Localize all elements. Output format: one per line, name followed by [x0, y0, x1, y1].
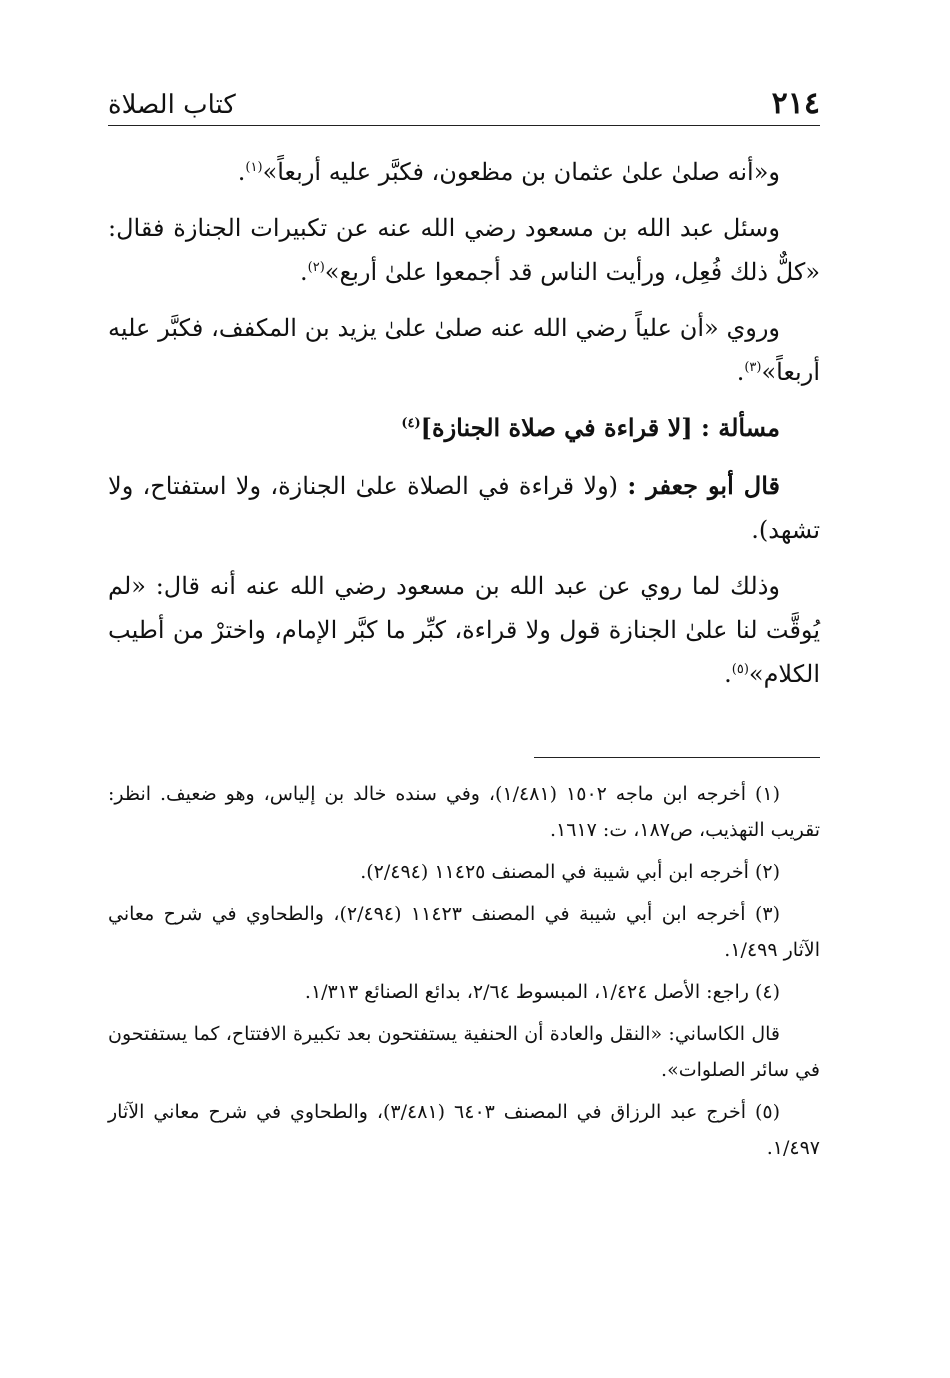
paragraph-5-end: .: [724, 660, 732, 688]
footnote-ref-3[interactable]: (٣): [744, 360, 762, 375]
main-text: [108, 150, 820, 708]
paragraph-2-end: .: [300, 258, 308, 286]
paragraph-5-text: وذلك لما روي عن عبد الله بن مسعود رضي الله عنه أنه قال: «لم يُوقَّت لنا علىٰ الجنازة قول ولا قراءة، كبِّر ما كبَّر الإمام، واخترْ من أطيب الكلام»: [108, 572, 820, 688]
paragraph-2: [108, 206, 820, 294]
footnote-2: (٢) أخرجه ابن أبي شيبة في المصنف ١١٤٢٥ (٢/٤٩٤).: [360, 861, 780, 883]
footnote-5: (٥) أخرج عبد الرزاق في المصنف ٦٤٠٣ (٣/٤٨١)، والطحاوي في شرح معاني الآثار ١/٤٩٧.: [108, 1101, 820, 1159]
paragraph-2-text: وسئل عبد الله بن مسعود رضي الله عنه عن تكبيرات الجنازة فقال: «كلٌّ ذلك فُعِل، ورأيت الناس قد أجمعوا علىٰ أربع»: [108, 214, 820, 286]
footnote-1: (١) أخرجه ابن ماجه ١٥٠٢ (١/٤٨١)، وفي سنده خالد بن إلياس، وهو ضعيف. انظر: تقريب التهذيب، ص١٨٧، ت: ١٦١٧.: [108, 783, 820, 841]
footnote-separator: [534, 757, 820, 758]
running-title: كتاب الصلاة: [108, 90, 236, 120]
paragraph-1-end: .: [237, 158, 246, 186]
footnote-ref-5[interactable]: (٥): [731, 662, 749, 677]
paragraph-5: [108, 564, 820, 696]
speaker-label: قال أبو جعفر :: [627, 471, 780, 500]
footnote-4-continued: قال الكاساني: «النقل والعادة أن الحنفية يستفتحون بعد تكبيرة الافتتاح، كما يستفتحون في سائر الصلوات».: [108, 1023, 820, 1081]
footnote-ref-1[interactable]: (١): [245, 160, 263, 175]
issue-label: مسألة :: [701, 413, 780, 442]
paragraph-3-text: وروي «أن علياً رضي الله عنه صلىٰ علىٰ يزيد بن المكفف، فكبَّر عليه أربعاً»: [108, 314, 820, 386]
book-page: [108, 0, 820, 1378]
footnote-4: (٤) راجع: الأصل ١/٤٢٤، المبسوط ٢/٦٤، بدائع الصنائع ١/٣١٣.: [304, 981, 780, 1003]
issue-title: [لا قراءة في صلاة الجنازة]: [420, 413, 693, 442]
footnote-ref-4[interactable]: (٤): [401, 416, 421, 431]
paragraph-3: [108, 306, 820, 394]
issue-heading: [108, 406, 820, 450]
paragraph-3-end: .: [736, 358, 745, 386]
footnote-ref-2[interactable]: (٢): [307, 260, 325, 275]
page-number: ٢١٤: [771, 86, 820, 121]
footnote-3: (٣) أخرجه ابن أبي شيبة في المصنف ١١٤٢٣ (٢/٤٩٤)، والطحاوي في شرح معاني الآثار ١/٤٩٩.: [108, 903, 820, 961]
paragraph-1-text: و«أنه صلىٰ علىٰ عثمان بن مظعون، فكبَّر عليه أربعاً»: [262, 158, 780, 186]
footnotes: [108, 776, 820, 1172]
paragraph-4-text: (ولا قراءة في الصلاة علىٰ الجنازة، ولا استفتاح، ولا تشهد).: [108, 472, 820, 544]
paragraph-1: [108, 150, 820, 194]
paragraph-4: [108, 464, 820, 552]
page-header: [108, 86, 820, 126]
